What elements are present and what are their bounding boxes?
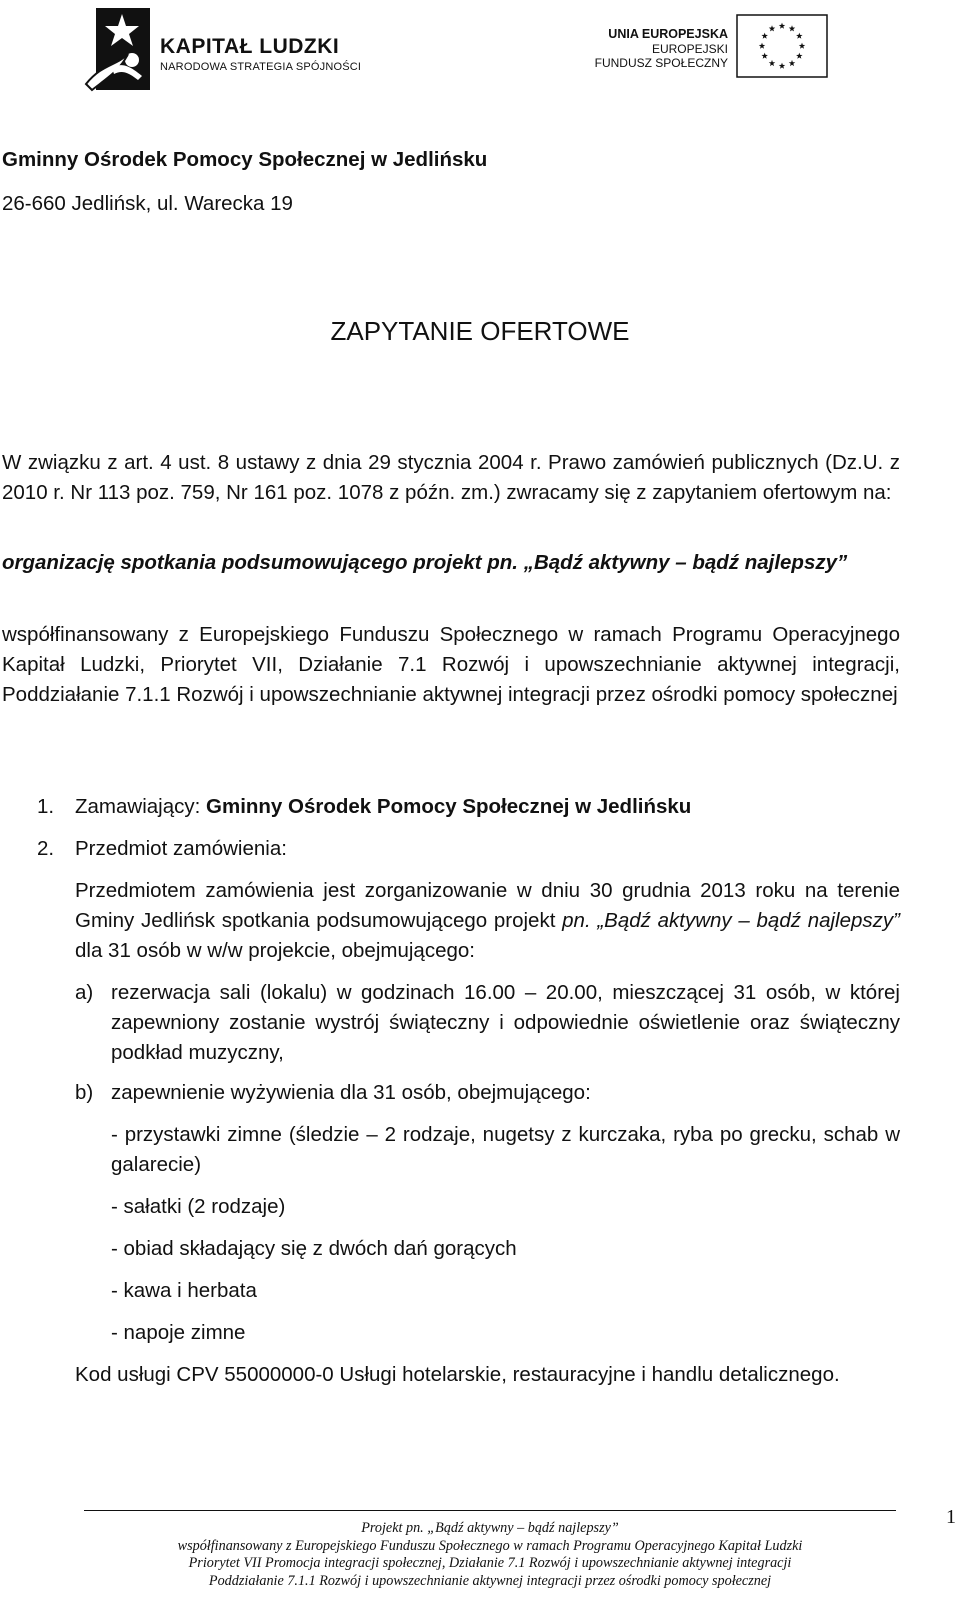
order-description-part3: dla 31 osób w w/w projekcie, obejmującego:: [75, 939, 475, 962]
kapital-ludzki-title: KAPITAŁ LUDZKI: [160, 35, 340, 58]
eu-logo-line1: UNIA EUROPEJSKA: [608, 27, 728, 41]
menu-item: - napoje zimne: [111, 1321, 246, 1344]
footer-divider: [84, 1510, 896, 1511]
item-b-marker: b): [75, 1081, 94, 1104]
footer-line: Projekt pn. „Bądź aktywny – bądź najlepszy”: [361, 1520, 619, 1536]
order-description-part1: Przedmiotem zamówienia jest zorganizowanie w dniu 30 grudnia 2013 roku na terenie Gminy Jedlińsk spotkania podsumowującego projekt: [75, 879, 900, 932]
cofinancing-paragraph: współfinansowany z Europejskiego Funduszu Społecznego w ramach Programu Operacyjnego Kapitał Ludzki, Priorytet VII, Działanie 7.1 Rozwój i upowszechnianie aktywnej integracji, Poddziałanie 7.1.1 Rozwój i upowszechnianie aktywnej integracji przez ośrodki pomocy społecznej: [2, 623, 900, 706]
subject-project-name: „Bądź aktywny – bądź najlepszy”: [523, 551, 848, 574]
eu-logo-line3: FUNDUSZ SPOŁECZNY: [594, 56, 728, 70]
page-number: 1: [946, 1506, 956, 1528]
subject-paragraph: [2, 548, 900, 578]
page-footer: [84, 1520, 896, 1590]
footer-line: współfinansowany z Europejskiego Funduszu Społecznego w ramach Programu Operacyjnego Kapitał Ludzki: [177, 1537, 803, 1554]
order-project-name: pn. „Bądź aktywny – bądź najlepszy”: [562, 909, 900, 932]
subject-prefix: organizację spotkania podsumowującego projekt pn.: [2, 551, 524, 574]
eu-logo-line2: EUROPEJSKI: [651, 42, 728, 56]
kapital-ludzki-subtitle: NARODOWA STRATEGIA SPÓJNOŚCI: [160, 61, 362, 73]
page-title: ZAPYTANIE OFERTOWE: [330, 316, 630, 346]
eu-logo: [594, 14, 848, 84]
sender-address: 26-660 Jedlińsk, ul. Warecka 19: [2, 192, 293, 215]
menu-item: - sałatki (2 rodzaje): [111, 1195, 286, 1218]
kapital-ludzki-emblem-icon: [82, 4, 154, 92]
order-description: [75, 876, 900, 966]
cpv-paragraph: Kod usługi CPV 55000000-0 Usługi hotelarskie, restauracyjne i handlu detalicznego.: [75, 1363, 840, 1386]
eu-flag-icon: [736, 14, 828, 78]
kapital-ludzki-logo: [82, 4, 362, 92]
section-1-number: 1.: [37, 795, 55, 818]
section-1-label: Zamawiający:: [75, 795, 207, 818]
menu-item: - obiad składający się z dwóch dań gorących: [111, 1237, 517, 1260]
menu-item: - przystawki zimne (śledzie – 2 rodzaje, nugetsy z kurczaka, ryba po grecku, schab w galarecie): [111, 1123, 900, 1176]
page-header: [0, 0, 960, 100]
section-2-label: Przedmiot zamówienia:: [75, 837, 287, 860]
item-a-marker: a): [75, 981, 94, 1004]
item-b-text: zapewnienie wyżywienia dla 31 osób, obejmującego:: [111, 1081, 591, 1104]
sender-name: Gminny Ośrodek Pomocy Społecznej w Jedlińsku: [2, 148, 488, 171]
footer-line: Poddziałanie 7.1.1 Rozwój i upowszechnianie aktywnej integracji przez ośrodki pomocy społecznej: [208, 1572, 772, 1589]
item-a-text: rezerwacja sali (lokalu) w godzinach 16.00 – 20.00, mieszczącej 31 osób, w której zapewniony zostanie wystrój świąteczny i odpowiednie oświetlenie oraz świąteczny podkład muzyczny,: [111, 981, 900, 1064]
section-2-number: 2.: [37, 837, 55, 860]
section-1: [75, 792, 905, 822]
menu-item: - kawa i herbata: [111, 1279, 257, 1302]
footer-line: Priorytet VII Promocja integracji społecznej, Działanie 7.1 Rozwój i upowszechnianie aktywnej integracji: [188, 1555, 792, 1571]
section-1-value: Gminny Ośrodek Pomocy Społecznej w Jedlińsku: [206, 795, 692, 818]
intro-paragraph: W związku z art. 4 ust. 8 ustawy z dnia 29 stycznia 2004 r. Prawo zamówień publicznych (Dz.U. z 2010 r. Nr 113 poz. 759, Nr 161 poz. 1078 z późn. zm.) zwracamy się z zapytaniem ofertowym na:: [2, 451, 900, 504]
